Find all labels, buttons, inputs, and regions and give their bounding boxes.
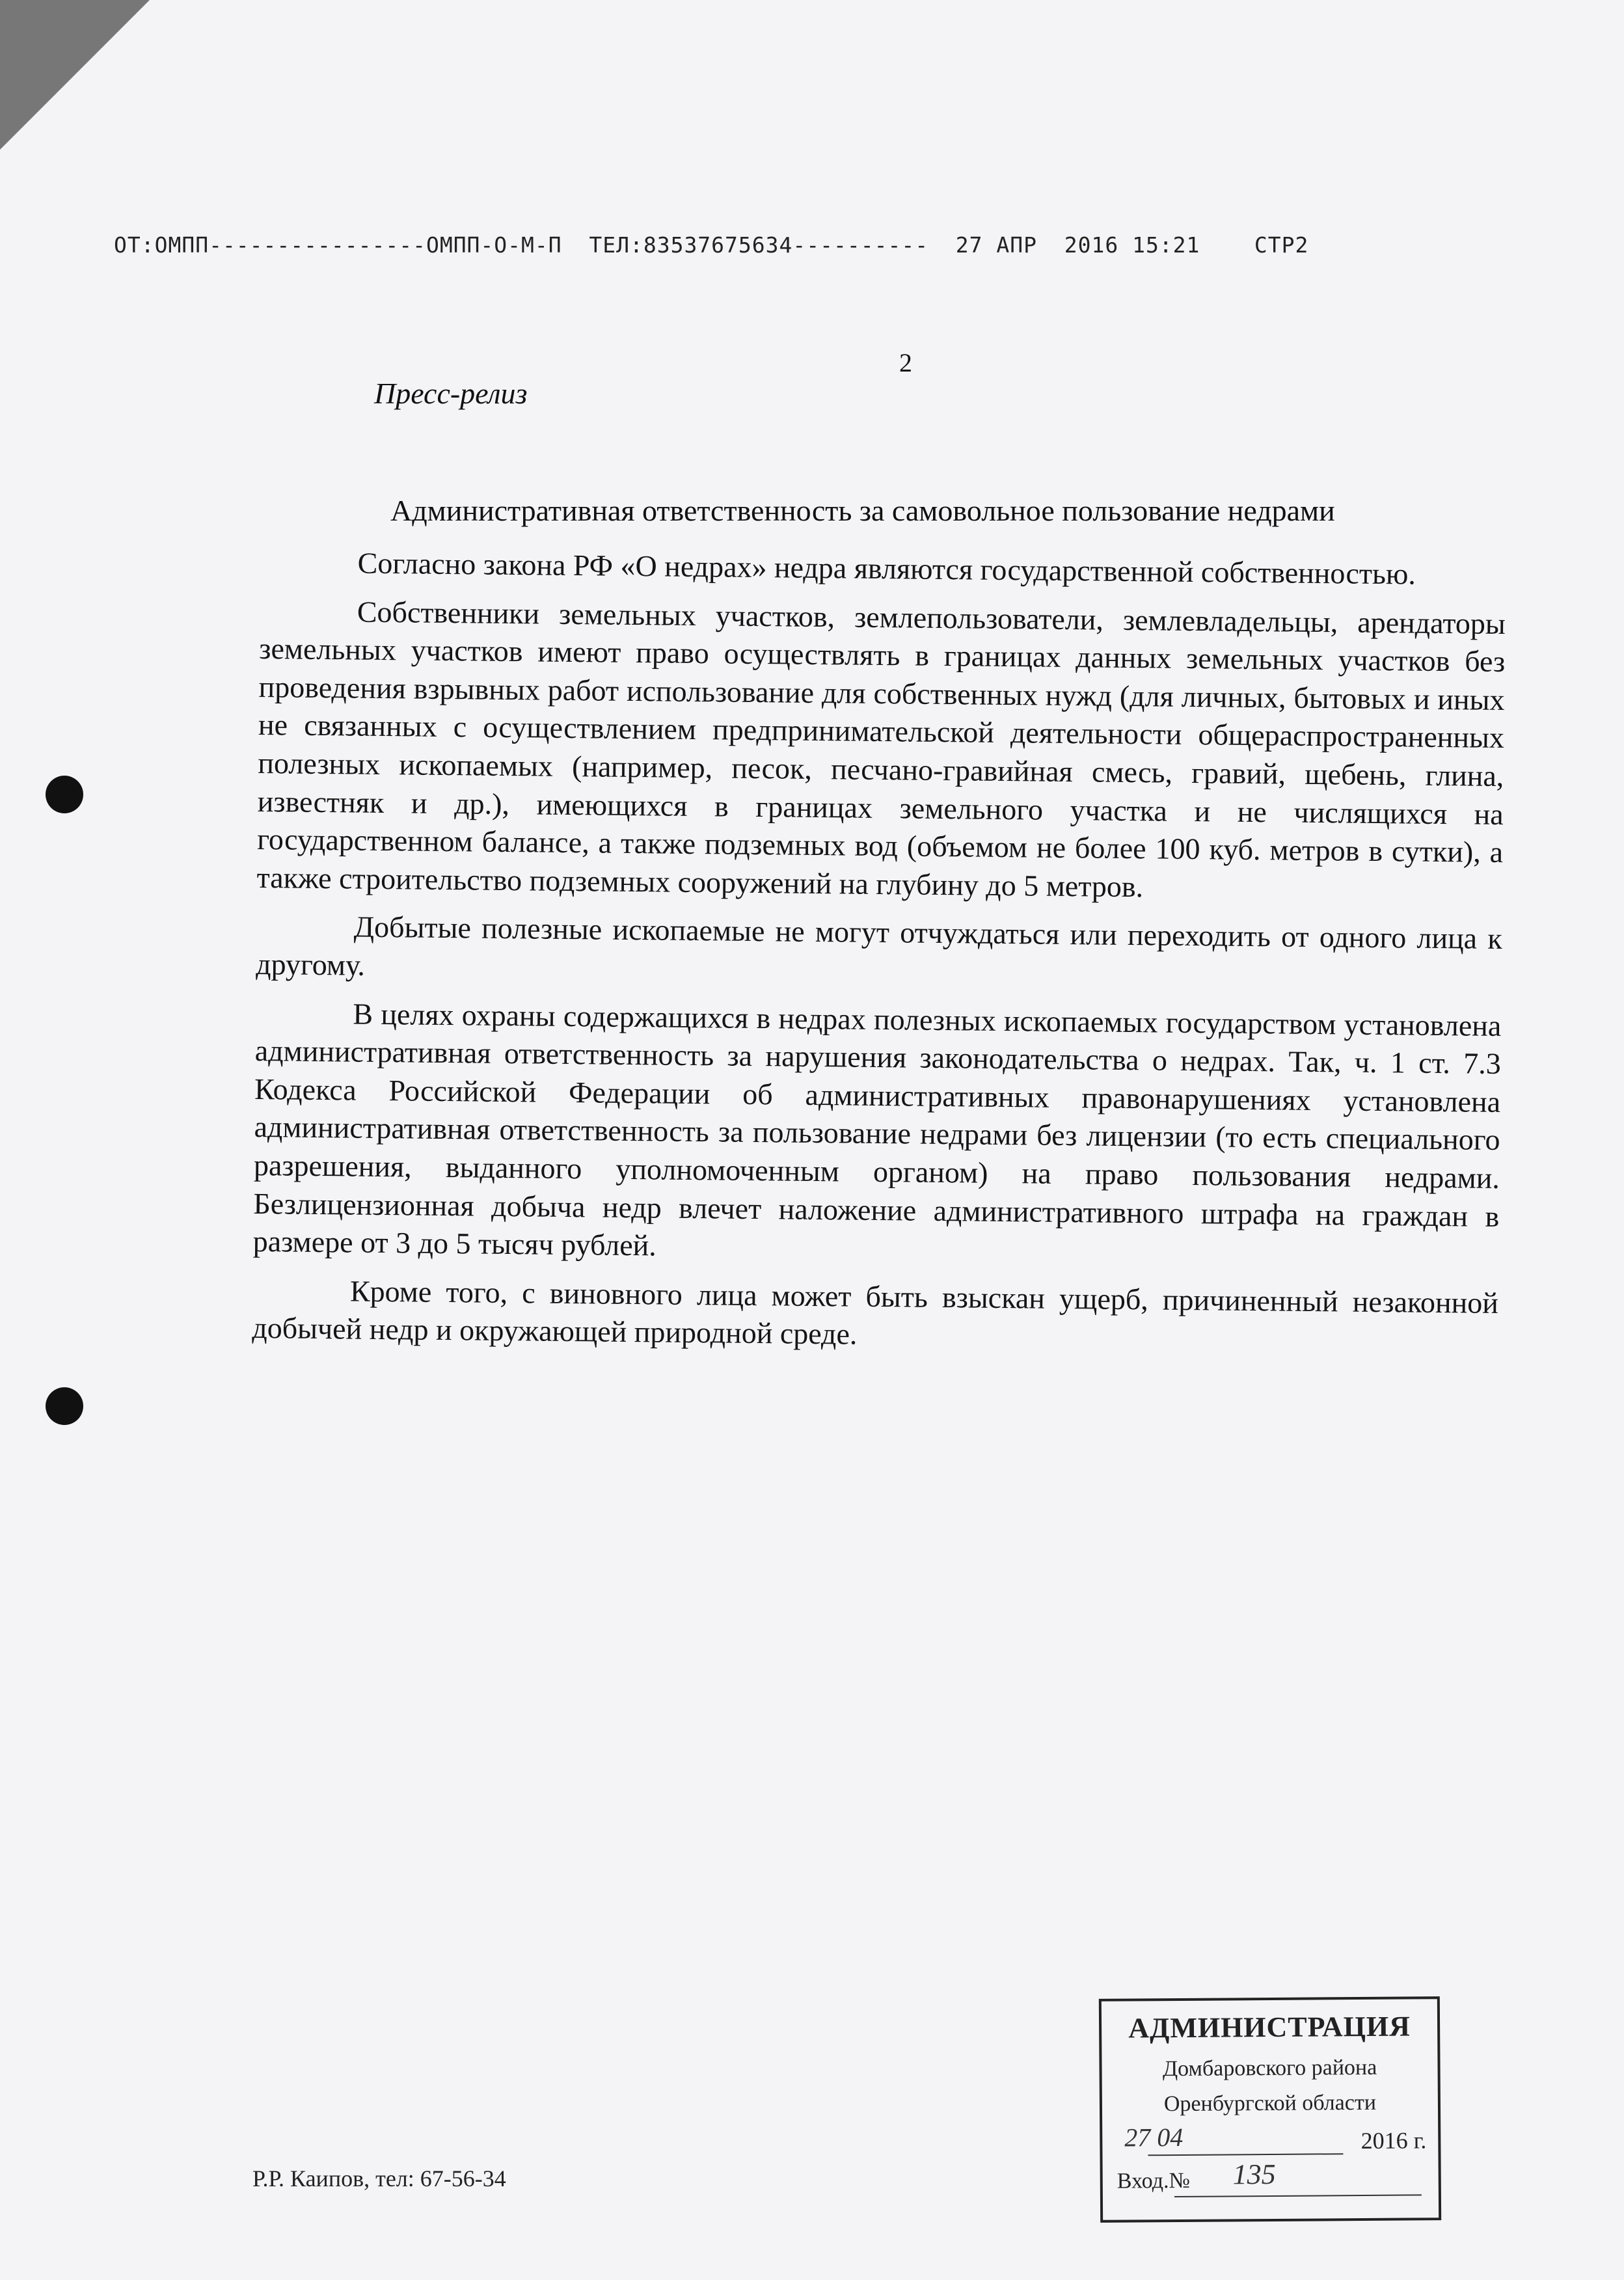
paragraph: Кроме того, с виновного лица может быть взыскан ущерб, причиненный незаконной добычей недр и окружающей природной среде. [252,1274,1499,1351]
paragraph: Согласно закона РФ «О недрах» недра являются государственной собственностью. [357,546,1416,591]
stamp-reg-number: 135 [1232,2158,1276,2191]
stamp-region: Оренбургской области [1163,2090,1377,2117]
stamp-reg-label: Вход.№ [1116,2168,1191,2193]
stamp-title: АДМИНИСТРАЦИЯ [1128,2010,1411,2044]
author-contact: Р.Р. Каипов, тел: 67-56-34 [252,2165,506,2192]
document-kind: Пресс-релиз [374,377,528,410]
paragraph: Собственники земельных участков, землепользователи, землевладельцы, арендаторы земельных участков имеют право осуществлять в границах данных земельных участков без проведения взрывных работ использование для собственных нужд (для личных, бытовых и иных не связанных с осуществлением предпринимательской деятельности общераспространенных полезных ископаемых (например, песок, песчано-гравийная смесь, гравий, щебень, глина, известняк и др.), имеющихся в границах земельного участка и не числящихся на государственном балансе, а также подземных вод (объемом не более 100 куб. метров в сутки), а также строительство подземных сооружений на глубину до 5 метров. [256,595,1506,903]
document-body [252,543,1506,1371]
folded-corner [0,0,150,150]
page-number: 2 [899,348,912,377]
stamp-number-rule [1174,2194,1422,2197]
punch-hole-upper [46,776,83,813]
punch-hole-lower [46,1387,83,1425]
stamp-year: 2016 г. [1360,2127,1427,2154]
stamp-date-rule [1148,2153,1343,2156]
registration-stamp [1099,1996,1441,2223]
fax-header-line: ОТ:ОМПП----------------ОМПП-О-М-П ТЕЛ:83537675634---------- 27 АПР 2016 15:21 СТР2 [114,232,1309,258]
stamp-handwritten-date: 27 04 [1124,2122,1184,2152]
document-heading: Административная ответственность за самовольное пользование недрами [390,494,1335,527]
paragraph: Добытые полезные ископаемые не могут отчуждаться или переходить от одного лица к другому. [255,910,1503,982]
paragraph: В целях охраны содержащихся в недрах полезных ископаемых государством установлена административная ответственность за нарушения законодательства о недрах. Так, ч. 1 ст. 7.3 Кодекса Российской Федерации об административных правонарушениях установлена административная ответственность за пользование недрами без лицензии (то есть специального разрешения, выданного уполномоченным органом) на право пользования недрами. Безлицензионная добыча недр влечет наложение административного штрафа на граждан в размере от 3 до 5 тысяч рублей. [252,997,1502,1262]
stamp-district: Домбаровского района [1162,2055,1377,2082]
